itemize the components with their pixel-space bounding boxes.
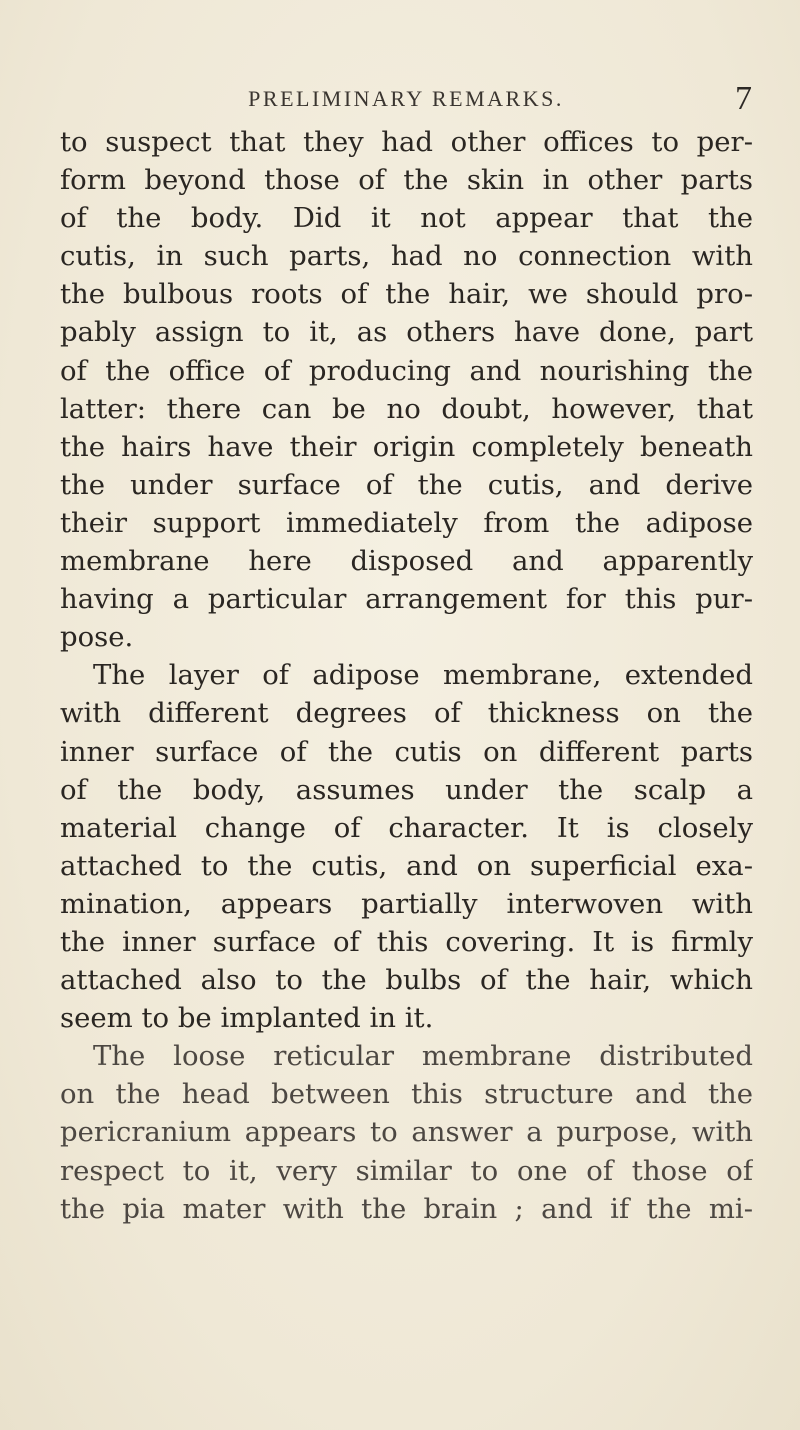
text-line: The layer of adipose membrane, extended bbox=[93, 659, 753, 692]
text-line: attached also to the bulbs of the hair, which bbox=[60, 964, 753, 997]
text-line: the bulbous roots of the hair, we should pro- bbox=[60, 278, 753, 311]
text-line: attached to the cutis, and on superficial exa- bbox=[60, 849, 753, 882]
text-line: seem to be implanted in it. bbox=[60, 1002, 434, 1035]
text-line: of the body, assumes under the scalp a bbox=[60, 773, 753, 806]
page-number: 7 bbox=[735, 80, 752, 117]
text-line: the under surface of the cutis, and derive bbox=[60, 468, 753, 501]
text-line: having a particular arrangement for this pur- bbox=[60, 583, 753, 616]
text-line: The loose reticular membrane distributed bbox=[93, 1040, 753, 1073]
text-line: pose. bbox=[60, 621, 134, 654]
text-line: of the office of producing and nourishing the bbox=[60, 354, 753, 387]
text-line: to suspect that they had other offices to per- bbox=[60, 126, 753, 158]
text-line: inner surface of the cutis on different parts bbox=[60, 735, 753, 768]
text-line: membrane here disposed and apparently bbox=[60, 545, 753, 578]
text-line: pably assign to it, as others have done, part bbox=[60, 316, 753, 349]
text-line: with different degrees of thickness on the bbox=[60, 697, 753, 730]
text-line: respect to it, very similar to one of those of bbox=[60, 1154, 753, 1187]
text-line: material change of character. It is closely bbox=[60, 811, 753, 844]
body-text bbox=[60, 123, 753, 1228]
text-line: their support immediately from the adipose bbox=[60, 506, 753, 539]
text-line: latter: there can be no doubt, however, that bbox=[60, 392, 753, 425]
text-line: cutis, in such parts, had no connection with bbox=[60, 240, 753, 273]
running-head bbox=[60, 80, 752, 117]
text-line: on the head between this structure and the bbox=[60, 1078, 753, 1111]
text-line: pericranium appears to answer a purpose, with bbox=[60, 1116, 753, 1149]
text-line: mination, appears partially interwoven with bbox=[60, 887, 753, 920]
running-title: PRELIMINARY REMARKS. bbox=[248, 86, 564, 111]
paragraph-1 bbox=[60, 123, 753, 656]
text-line: the pia mater with the brain ; and if the mi- bbox=[60, 1192, 753, 1225]
text-line: form beyond those of the skin in other parts bbox=[60, 164, 753, 197]
text-line: of the body. Did it not appear that the bbox=[60, 202, 753, 235]
text-line: the hairs have their origin completely beneath bbox=[60, 430, 753, 463]
text-line: the inner surface of this covering. It is firmly bbox=[60, 925, 753, 958]
paragraph-3 bbox=[60, 1037, 753, 1227]
paragraph-2 bbox=[60, 656, 753, 1037]
